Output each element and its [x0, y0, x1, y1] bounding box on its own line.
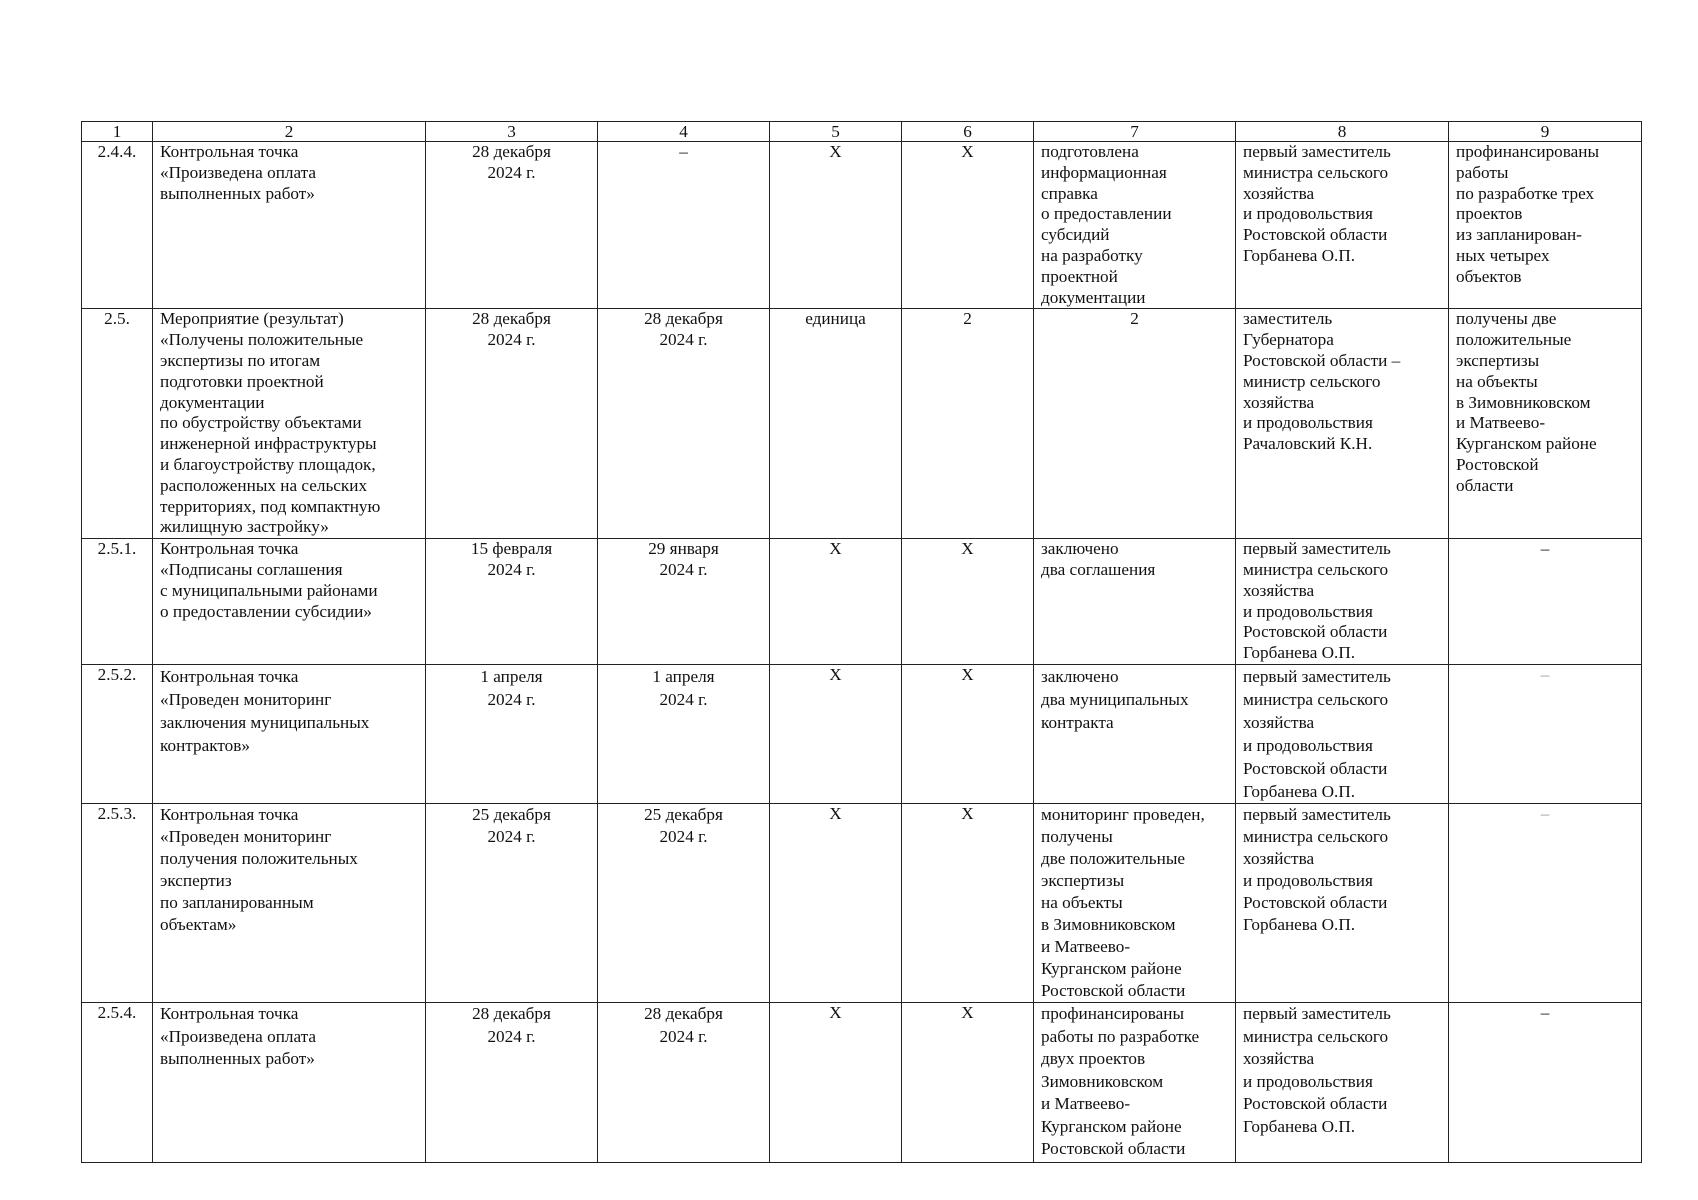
result-text: заключено два муниципальных контракта	[1034, 665, 1236, 804]
responsible-person: заместитель Губернатора Ростовской области – министр сельского хозяйства и продовольствия Рачаловский К.Н.	[1236, 309, 1449, 539]
value: X	[902, 142, 1034, 309]
value: X	[902, 804, 1034, 1003]
responsible-person: первый заместитель министра сельского хозяйства и продовольствия Ростовской области Горбанева О.П.	[1236, 539, 1449, 665]
comment: –	[1449, 539, 1642, 665]
result-text: 2	[1034, 309, 1236, 539]
column-number-header: 8	[1236, 122, 1449, 142]
comment: профинансированы работы по разработке трех проектов из запланирован- ных четырех объектов	[1449, 142, 1642, 309]
table-header-row	[82, 122, 1642, 142]
comment: –	[1449, 665, 1642, 804]
plan-date: 1 апреля 2024 г.	[426, 665, 598, 804]
unit: X	[770, 142, 902, 309]
unit: X	[770, 804, 902, 1003]
row-number: 2.4.4.	[82, 142, 153, 309]
table-row	[82, 539, 1642, 665]
value: X	[902, 539, 1034, 665]
comment: –	[1449, 804, 1642, 1003]
value: 2	[902, 309, 1034, 539]
result-text: заключено два соглашения	[1034, 539, 1236, 665]
column-number-header: 1	[82, 122, 153, 142]
fact-date: –	[598, 142, 770, 309]
column-number-header: 2	[153, 122, 426, 142]
fact-date: 28 декабря 2024 г.	[598, 1003, 770, 1163]
row-number: 2.5.1.	[82, 539, 153, 665]
row-number: 2.5.2.	[82, 665, 153, 804]
plan-date: 15 февраля 2024 г.	[426, 539, 598, 665]
item-name: Контрольная точка «Проведен мониторинг заключения муниципальных контрактов»	[153, 665, 426, 804]
unit: X	[770, 539, 902, 665]
item-name: Контрольная точка «Проведен мониторинг получения положительных экспертиз по запланированным объектам»	[153, 804, 426, 1003]
fact-date: 28 декабря 2024 г.	[598, 309, 770, 539]
row-number: 2.5.3.	[82, 804, 153, 1003]
column-number-header: 3	[426, 122, 598, 142]
comment: получены две положительные экспертизы на объекты в Зимовниковском и Матвеево- Курганском районе Ростовской области	[1449, 309, 1642, 539]
responsible-person: первый заместитель министра сельского хозяйства и продовольствия Ростовской области Горбанева О.П.	[1236, 142, 1449, 309]
fact-date: 29 января 2024 г.	[598, 539, 770, 665]
result-text: профинансированы работы по разработке двух проектов Зимовниковском и Матвеево- Курганском районе Ростовской области	[1034, 1003, 1236, 1163]
item-name: Контрольная точка «Произведена оплата выполненных работ»	[153, 1003, 426, 1163]
plan-date: 28 декабря 2024 г.	[426, 309, 598, 539]
report-page	[81, 121, 1641, 1163]
table-row	[82, 309, 1642, 539]
item-name: Контрольная точка «Произведена оплата выполненных работ»	[153, 142, 426, 309]
result-text: мониторинг проведен, получены две положительные экспертизы на объекты в Зимовниковском и Матвеево- Курганском районе Ростовской области	[1034, 804, 1236, 1003]
table-row	[82, 1003, 1642, 1163]
column-number-header: 7	[1034, 122, 1236, 142]
responsible-person: первый заместитель министра сельского хозяйства и продовольствия Ростовской области Горбанева О.П.	[1236, 804, 1449, 1003]
plan-date: 28 декабря 2024 г.	[426, 1003, 598, 1163]
fact-date: 25 декабря 2024 г.	[598, 804, 770, 1003]
unit: X	[770, 665, 902, 804]
plan-date: 28 декабря 2024 г.	[426, 142, 598, 309]
unit: единица	[770, 309, 902, 539]
item-name: Контрольная точка «Подписаны соглашения с муниципальными районами о предоставлении субсидии»	[153, 539, 426, 665]
unit: X	[770, 1003, 902, 1163]
plan-date: 25 декабря 2024 г.	[426, 804, 598, 1003]
table-row	[82, 804, 1642, 1003]
report-table	[81, 121, 1642, 1163]
row-number: 2.5.4.	[82, 1003, 153, 1163]
table-row	[82, 142, 1642, 309]
value: X	[902, 1003, 1034, 1163]
result-text: подготовлена информационная справка о предоставлении субсидий на разработку проектной документации	[1034, 142, 1236, 309]
table-row	[82, 665, 1642, 804]
responsible-person: первый заместитель министра сельского хозяйства и продовольствия Ростовской области Горбанева О.П.	[1236, 665, 1449, 804]
column-number-header: 4	[598, 122, 770, 142]
comment: –	[1449, 1003, 1642, 1163]
column-number-header: 5	[770, 122, 902, 142]
item-name: Мероприятие (результат) «Получены положительные экспертизы по итогам подготовки проектной документации по обустройству объектами инженерной инфраструктуры и благоустройству площадок, расположенных на сельских территориях, под компактную жилищную застройку»	[153, 309, 426, 539]
fact-date: 1 апреля 2024 г.	[598, 665, 770, 804]
responsible-person: первый заместитель министра сельского хозяйства и продовольствия Ростовской области Горбанева О.П.	[1236, 1003, 1449, 1163]
row-number: 2.5.	[82, 309, 153, 539]
column-number-header: 6	[902, 122, 1034, 142]
value: X	[902, 665, 1034, 804]
column-number-header: 9	[1449, 122, 1642, 142]
